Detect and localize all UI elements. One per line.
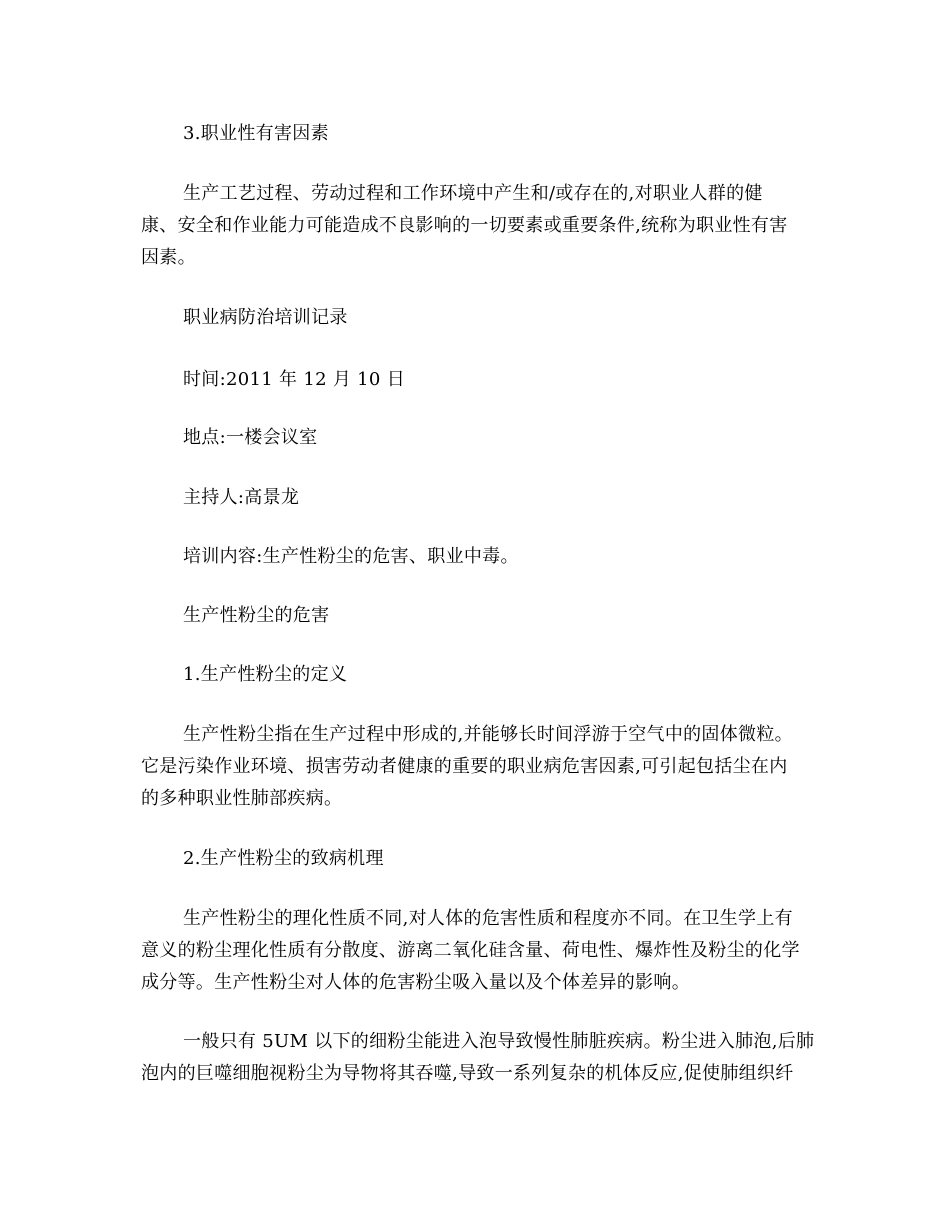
record-time: 时间:2011 年 12 月 10 日 [183, 369, 405, 390]
record-location: 地点:一楼会议室 [183, 427, 318, 448]
paragraph-line: 意义的粉尘理化性质有分散度、游离二氧化硅含量、荷电性、爆炸性及粉尘的化学 [141, 940, 800, 961]
section-heading-dust-hazard: 生产性粉尘的危害 [183, 605, 330, 626]
record-title: 职业病防治培训记录 [183, 307, 348, 328]
record-content: 培训内容:生产性粉尘的危害、职业中毒。 [183, 546, 519, 567]
paragraph-line: 它是污染作业环境、损害劳动者健康的重要的职业病危害因素,可引起包括尘在内 [141, 756, 788, 777]
section-heading-occupational-hazards: 3.职业性有害因素 [183, 123, 329, 144]
paragraph-line: 的多种职业性肺部疾病。 [141, 788, 343, 809]
paragraph-line: 生产工艺过程、劳动过程和工作环境中产生和/或存在的,对职业人群的健 [183, 183, 763, 204]
paragraph-line: 因素。 [141, 247, 196, 268]
paragraph-line: 成分等。生产性粉尘对人体的危害粉尘吸入量以及个体差异的影响。 [141, 972, 690, 993]
subsection-heading-dust-definition: 1.生产性粉尘的定义 [183, 664, 348, 685]
record-host: 主持人:高景龙 [183, 487, 300, 508]
paragraph-line: 一般只有 5UM 以下的细粉尘能进入泡导致慢性肺脏疾病。粉尘进入肺泡,后肺 [183, 1031, 815, 1052]
paragraph-line: 泡内的巨噬细胞视粉尘为导物将其吞噬,导致一系列复杂的机体反应,促使肺组织纤 [141, 1063, 794, 1084]
subsection-heading-dust-mechanism: 2.生产性粉尘的致病机理 [183, 848, 384, 869]
paragraph-line: 生产性粉尘的理化性质不同,对人体的危害性质和程度亦不同。在卫生学上有 [183, 908, 793, 929]
paragraph-line: 生产性粉尘指在生产过程中形成的,并能够长时间浮游于空气中的固体微粒。 [183, 724, 793, 745]
paragraph-line: 康、安全和作业能力可能造成不良影响的一切要素或重要条件,统称为职业性有害 [141, 215, 788, 236]
